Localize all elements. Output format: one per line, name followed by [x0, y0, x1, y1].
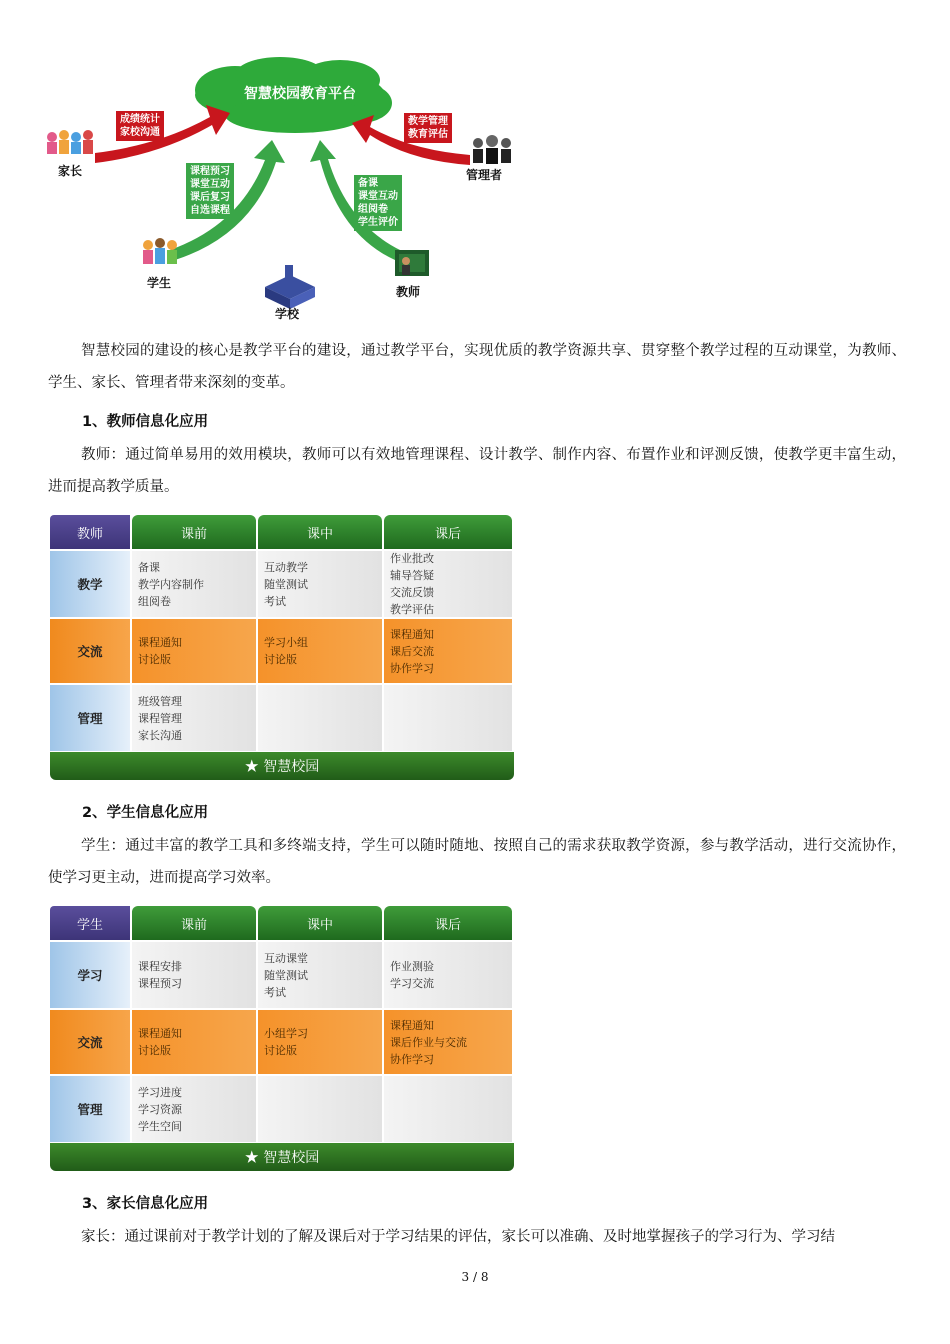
- section1-heading: 1、教师信息化应用: [82, 414, 209, 430]
- section3-heading: 3、家长信息化应用: [82, 1196, 209, 1212]
- table-column-header: 课前: [132, 906, 256, 940]
- cell-item: 课程管理: [138, 711, 182, 725]
- cell-item: 互动课堂: [264, 951, 308, 965]
- student-tags: [186, 163, 234, 219]
- table-cell: [132, 619, 256, 683]
- table-column-header: 课中: [258, 515, 382, 549]
- parent-tag: 家校沟通: [120, 127, 160, 138]
- cell-item: 随堂测试: [264, 968, 308, 982]
- cell-item: 互动教学: [264, 560, 308, 574]
- cell-item: 学生空间: [138, 1119, 182, 1133]
- cell-item: 课程通知: [138, 636, 182, 649]
- row-label: 交流: [50, 1010, 130, 1074]
- cell-item: 随堂测试: [264, 577, 308, 591]
- cell-item: 辅导答疑: [390, 569, 434, 582]
- parent-tags: [116, 111, 164, 141]
- student-tag: 课后复习: [190, 192, 230, 203]
- student-tag: 自选课程: [190, 205, 230, 216]
- parent-group-icon: [47, 130, 93, 154]
- intro-paragraph: 智慧校园的建设的核心是教学平台的建设，通过教学平台，实现优质的教学资源共享、贯穿整个教学过程的互动课堂，为教师、学生、家长、管理者带来深刻的变革。: [48, 343, 906, 391]
- table-role-header: 学生: [50, 906, 130, 940]
- row-label: 交流: [50, 619, 130, 683]
- admin-tag: 教育评估: [408, 129, 448, 140]
- cell-item: 讨论版: [138, 1044, 171, 1057]
- table-cell: [258, 619, 382, 683]
- table-cell: [258, 1076, 382, 1142]
- cell-item: 家长沟通: [138, 728, 182, 742]
- cell-item: 作业批改: [390, 552, 434, 565]
- admin-tags: [404, 113, 452, 143]
- row-label: 教学: [50, 551, 130, 617]
- cell-item: 讨论版: [264, 1044, 297, 1057]
- cell-item: 作业测验: [390, 960, 434, 973]
- table-cell: [132, 685, 256, 751]
- table-cell: [132, 1010, 256, 1074]
- student-tag: 课程预习: [190, 166, 230, 177]
- admin-tag: 教学管理: [408, 116, 448, 127]
- cell-item: 协作学习: [390, 1052, 434, 1066]
- cell-item: 课后交流: [390, 644, 434, 658]
- cell-item: 交流反馈: [390, 586, 434, 599]
- row-label: 管理: [50, 685, 130, 751]
- student-table: [50, 906, 514, 1171]
- table-footer: ★ 智慧校园: [50, 752, 514, 780]
- cell-item: 班级管理: [138, 694, 182, 708]
- table-cell: [258, 1010, 382, 1074]
- table-cell: [258, 685, 382, 751]
- teacher-table: [50, 515, 514, 780]
- table-cell: [384, 1076, 512, 1142]
- table-column-header: 课前: [132, 515, 256, 549]
- admin-group-icon: [473, 135, 511, 164]
- table-cell: [132, 1076, 256, 1142]
- cell-item: 小组学习: [264, 1027, 308, 1040]
- teacher-label: 教师: [396, 285, 421, 299]
- student-label: 学生: [147, 276, 172, 290]
- table-cell: [132, 942, 256, 1008]
- table-footer: ★ 智慧校园: [50, 1143, 514, 1171]
- teacher-tag: 备课: [358, 178, 378, 189]
- table-column-header: 课后: [384, 906, 512, 940]
- cell-item: 讨论版: [264, 653, 297, 666]
- teacher-tag: 课堂互动: [358, 191, 398, 202]
- table-cell: [384, 1010, 512, 1074]
- cell-item: 课程通知: [390, 627, 434, 641]
- table-column-header: 课后: [384, 515, 512, 549]
- cell-item: 学习小组: [264, 636, 308, 649]
- row-label: 学习: [50, 942, 130, 1008]
- table-role-header: 教师: [50, 515, 130, 549]
- cell-item: 教学内容制作: [138, 577, 204, 591]
- cell-item: 课程预习: [138, 977, 182, 990]
- section2-paragraph: 学生：通过丰富的教学工具和多终端支持，学生可以随时随地、按照自己的需求获取教学资源，参与教学活动，进行交流协作，使学习更主动，进而提高学习效率。: [48, 838, 906, 886]
- table-cell: [258, 942, 382, 1008]
- table-cell: [132, 551, 256, 617]
- table-column-header: 课中: [258, 906, 382, 940]
- teacher-tags: [354, 175, 402, 231]
- section1-paragraph: 教师：通过简单易用的效用模块，教师可以有效地管理课程、设计教学、制作内容、布置作业和评测反馈，使教学更丰富生动，进而提高教学质量。: [48, 447, 906, 495]
- cell-item: 协作学习: [390, 661, 434, 675]
- table-cell: [384, 619, 512, 683]
- table-cell: [258, 551, 382, 617]
- table-cell: [384, 942, 512, 1008]
- page-number: 3 / 8: [461, 1270, 489, 1284]
- table-cell: [384, 551, 512, 617]
- cell-item: 学习资源: [138, 1102, 182, 1116]
- cell-item: 课程安排: [138, 960, 182, 973]
- cell-item: 组阅卷: [138, 594, 171, 608]
- school-building-icon: [265, 265, 315, 309]
- parent-tag: 成绩统计: [120, 114, 160, 125]
- cell-item: 讨论版: [138, 653, 171, 666]
- platform-title: 智慧校园教育平台: [244, 86, 356, 102]
- teacher-tag: 组阅卷: [358, 204, 388, 215]
- cell-item: 学习进度: [138, 1085, 182, 1099]
- student-tag: 课堂互动: [190, 179, 230, 190]
- cell-item: 学习交流: [390, 977, 434, 990]
- row-label: 管理: [50, 1076, 130, 1142]
- cell-item: 备课: [138, 560, 160, 574]
- teacher-icon: [395, 250, 429, 276]
- cell-item: 教学评估: [390, 603, 434, 616]
- section3-paragraph: 家长：通过课前对于教学计划的了解及课后对于学习结果的评估，家长可以准确、及时地掌握孩子的学习行为、学习结: [81, 1229, 835, 1245]
- admin-label: 管理者: [466, 168, 503, 182]
- student-group-icon: [143, 238, 177, 264]
- teacher-tag: 学生评价: [358, 217, 398, 228]
- table-cell: [384, 685, 512, 751]
- cell-item: 课程通知: [138, 1027, 182, 1040]
- cell-item: 课后作业与交流: [390, 1035, 467, 1049]
- platform-diagram: [40, 55, 520, 330]
- cell-item: 考试: [264, 985, 286, 999]
- section2-heading: 2、学生信息化应用: [82, 805, 209, 821]
- school-label: 学校: [275, 307, 300, 321]
- parent-label: 家长: [58, 164, 83, 178]
- cell-item: 考试: [264, 594, 286, 608]
- cell-item: 课程通知: [390, 1018, 434, 1032]
